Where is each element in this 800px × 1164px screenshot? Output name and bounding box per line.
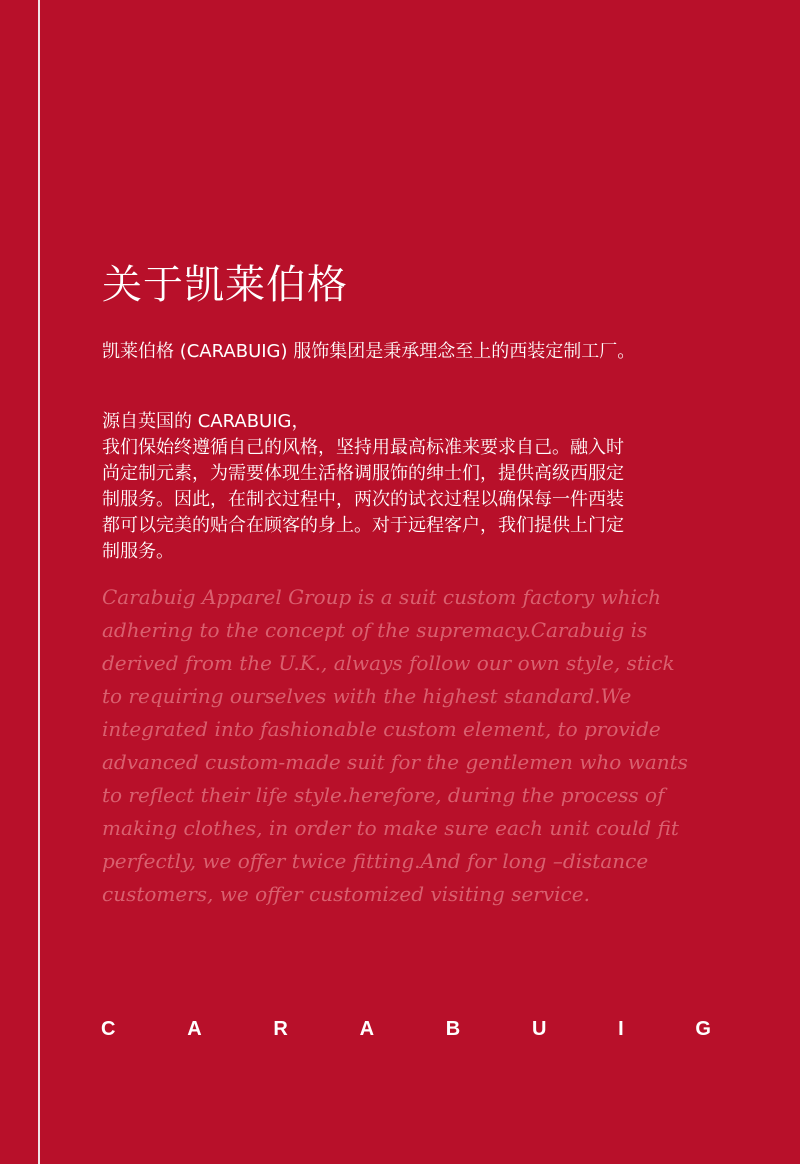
chinese-paragraph bbox=[102, 409, 722, 565]
chinese-line: 源自英国的 CARABUIG， bbox=[102, 411, 310, 432]
intro-sentence: 凯莱伯格 (CARABUIG) 服饰集团是秉承理念至上的西装定制工厂。 bbox=[102, 341, 636, 362]
english-line: Carabuig Apparel Group is a suit custom factory which bbox=[102, 585, 661, 609]
english-line: making clothes, in order to make sure each unit could fit bbox=[102, 816, 679, 840]
english-line: customers, we offer customized visiting service. bbox=[102, 882, 590, 906]
chinese-line: 制服务。 bbox=[102, 541, 174, 562]
chinese-line: 制服务。因此，在制衣过程中，两次的试衣过程以确保每一件西装 bbox=[102, 489, 624, 510]
brand-letter: I bbox=[618, 1018, 624, 1040]
page-title: 关于凯莱伯格 bbox=[102, 262, 348, 308]
chinese-line: 都可以完美的贴合在顾客的身上。对于远程客户，我们提供上门定 bbox=[102, 515, 624, 536]
english-line: to reflect their life style.herefore, during the process of bbox=[102, 783, 665, 807]
vertical-divider-line bbox=[38, 0, 40, 1164]
brand-letter: A bbox=[187, 1018, 202, 1040]
chinese-line: 尚定制元素，为需要体现生活格调服饰的绅士们，提供高级西服定 bbox=[102, 463, 624, 484]
english-paragraph bbox=[102, 581, 742, 911]
english-line: advanced custom-made suit for the gentlemen who wants bbox=[102, 750, 688, 774]
english-line: adhering to the concept of the supremacy.Carabuig is bbox=[102, 618, 648, 642]
english-line: perfectly, we offer twice fitting.And for long –distance bbox=[102, 849, 649, 873]
chinese-line: 我们保始终遵循自己的风格，坚持用最高标准来要求自己。融入时 bbox=[102, 437, 624, 458]
english-line: integrated into fashionable custom element, to provide bbox=[102, 717, 661, 741]
brand-letter: B bbox=[445, 1018, 461, 1040]
english-line: derived from the U.K., always follow our own style, stick bbox=[102, 651, 675, 675]
brand-letter: U bbox=[531, 1018, 547, 1040]
brand-letter: R bbox=[273, 1018, 288, 1040]
brand-letter: G bbox=[695, 1018, 711, 1040]
brand-letter: A bbox=[359, 1018, 375, 1040]
english-line: to requiring ourselves with the highest standard.We bbox=[102, 684, 632, 708]
brand-wordmark bbox=[101, 1018, 711, 1041]
brand-letter: C bbox=[101, 1018, 116, 1040]
